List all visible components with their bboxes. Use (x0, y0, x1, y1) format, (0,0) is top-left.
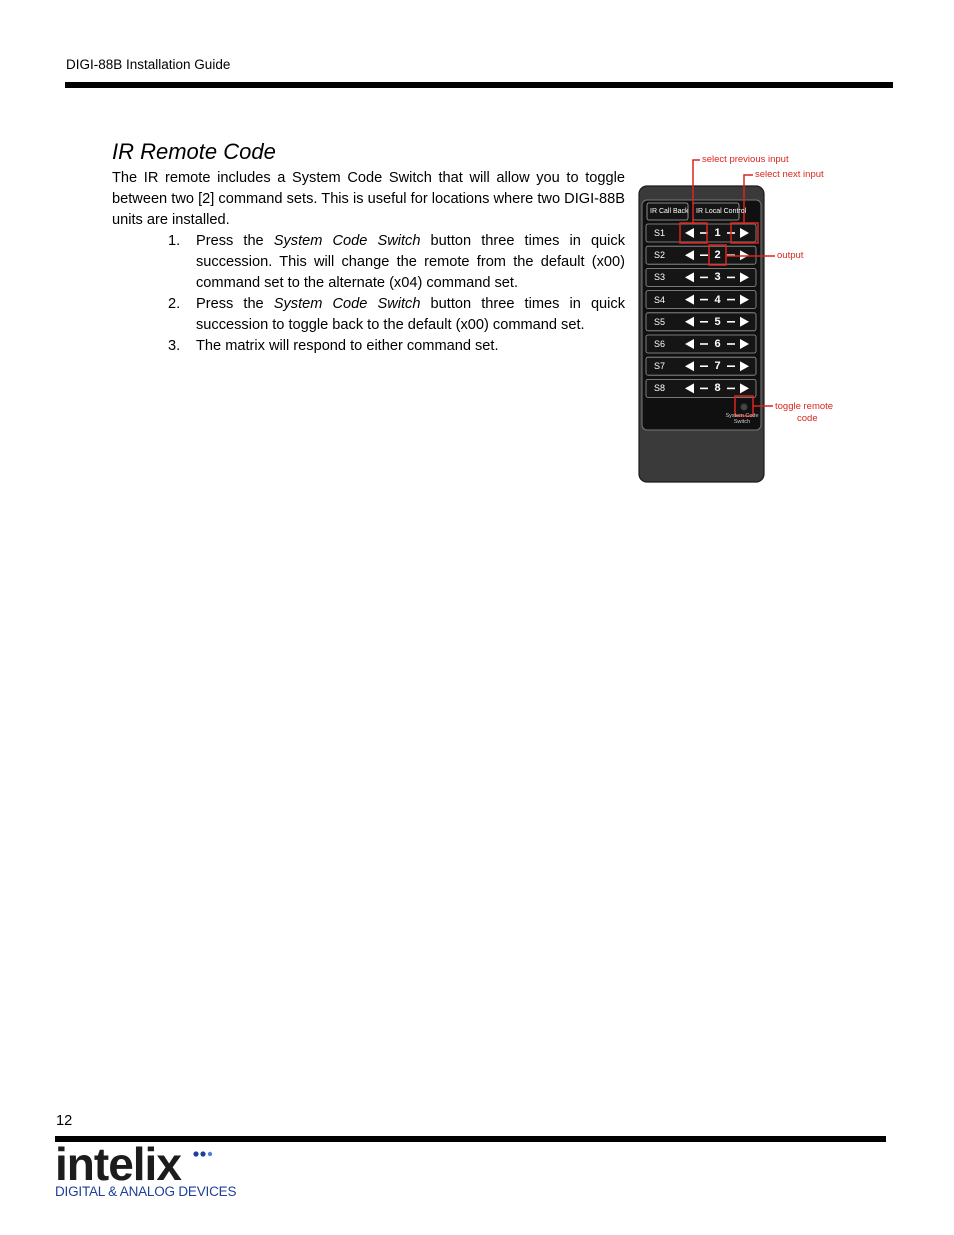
step-number: 3. (168, 338, 181, 354)
list-item: 1. Press the System Code Switch button three times in quick succession. This will change the remote from the default (x00) command set to the alternate (x04) command set. (168, 233, 626, 291)
row-label: S8 (654, 383, 666, 394)
page-number: 12 (56, 1113, 73, 1129)
system-code-switch-label-2: Switch (733, 419, 751, 425)
system-code-switch-label: System Code (725, 413, 759, 419)
ir-remote-diagram (620, 148, 860, 488)
intelix-logo (55, 1138, 237, 1204)
output-number: 2 (714, 249, 721, 262)
header-rule (65, 82, 893, 88)
callout-select-next-input: select next input (755, 169, 824, 180)
callout-select-previous-input: select previous input (702, 154, 789, 165)
list-item: 3. The matrix will respond to either command set. (112, 336, 625, 357)
row-label: S2 (654, 250, 666, 261)
logo-tagline: DIGITAL & ANALOG DEVICES (55, 1184, 237, 1199)
step-number: 1. (168, 233, 181, 249)
output-number: 3 (714, 271, 721, 284)
list-item: 2. Press the System Code Switch button three times in quick succession to toggle back to the default (x00) command set. (168, 296, 626, 333)
ir-local-control-button: IR Local Control (696, 208, 747, 215)
row-label: S4 (654, 294, 666, 305)
output-number: 7 (714, 360, 721, 373)
steps-list (112, 231, 625, 357)
output-number: 6 (714, 338, 721, 350)
output-number: 5 (714, 315, 721, 328)
callout-toggle-remote-code: toggle remote (775, 401, 834, 412)
row-label: S1 (654, 228, 666, 238)
output-number: 4 (714, 293, 721, 306)
output-number: 8 (714, 382, 721, 395)
ir-call-back-button: IR Call Back (650, 208, 689, 215)
row-label: S5 (654, 316, 666, 327)
row-label: S3 (654, 272, 666, 283)
callout-output: output (777, 250, 804, 261)
intro-paragraph: The IR remote includes a System Code Switch that will allow you to toggle between two [2] command sets. This is useful for locations where two DIGI-88B units are installed. (112, 170, 625, 228)
section-title: IR Remote Code (112, 139, 276, 164)
logo-dots-icon (193, 1148, 215, 1160)
callout-toggle-remote-code-2: code (797, 413, 818, 424)
output-number: 1 (714, 227, 721, 239)
row-label: S7 (654, 361, 666, 372)
step-number: 2. (168, 296, 181, 312)
row-label: S6 (654, 339, 666, 349)
logo-wordmark: intelix (55, 1138, 181, 1190)
running-header: DIGI-88B Installation Guide (66, 57, 231, 72)
